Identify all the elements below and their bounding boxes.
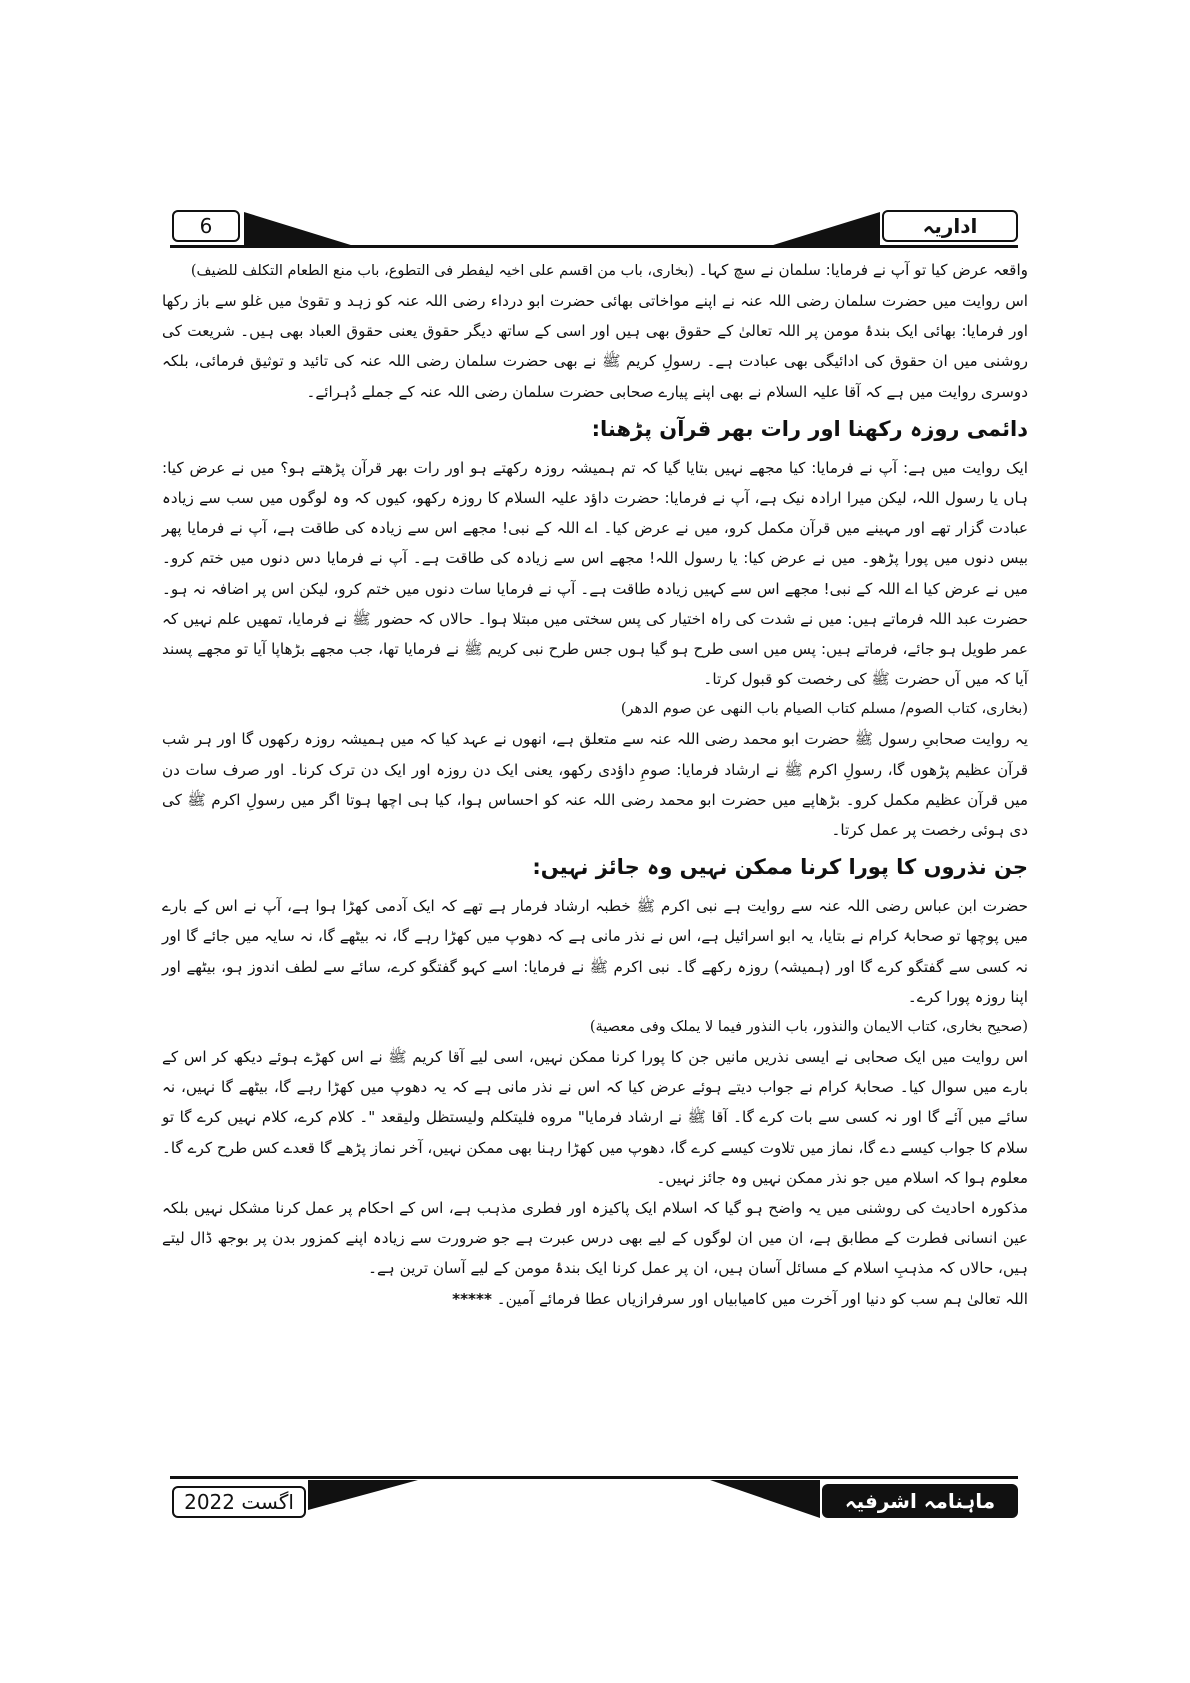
citation: (صحیح بخاری، کتاب الایمان والنذور، باب النذور فیما لا یملک وفی معصیة) [589, 1019, 1028, 1036]
section-title: اداریہ [922, 214, 978, 238]
header-rule [170, 245, 1018, 248]
paragraph: اللہ تعالیٰ ہم سب کو دنیا اور آخرت میں کامیابیاں اور سرفرازیاں عطا فرمائے آمین۔ ***** [452, 1289, 1028, 1308]
paragraph: حضرت ابن عباس رضی اللہ عنہ سے روایت ہے نبی اکرم ﷺ خطبہ ارشاد فرمار ہے تھے کہ ایک آدمی کھڑا ہوا ہے، آپ نے اس کے بارے میں پوچھا تو صحابۂ کرام نے بتایا، یہ ابو اسرائیل ہے، اس نے نذر مانی ہے کہ دھوپ میں کھڑا رہے گا، نہ بیٹھے گا، نہ سایہ میں جائے گا اور نہ کسی سے گفتگو کرے گا اور (ہمیشہ) روزہ رکھے گا۔ نبی اکرم ﷺ نے فرمایا: اسے کہو گفتگو کرے، سائے سے لطف اندوز ہو، بیٹھے اور اپنا روزہ پورا کرے۔ [162, 897, 1028, 1006]
page-number: 6 [199, 214, 213, 238]
page-number-box [172, 210, 240, 242]
issue-date-box [172, 1486, 306, 1518]
header-right-wedge-icon [770, 212, 880, 246]
paragraph: ایک روایت میں ہے: آپ نے فرمایا: کیا مجھے نہیں بتایا گیا کہ تم ہمیشہ روزہ رکھتے ہو اور رات بھر قرآن پڑھتے ہو؟ میں نے عرض کیا: ہاں یا رسول اللہ، لیکن میرا ارادہ نیک ہے، آپ نے فرمایا: حضرت داؤد علیہ السلام کا روزہ رکھو، کیوں کہ وہ لوگوں میں سب سے زیادہ عبادت گزار تھے اور مہینے میں قرآن مکمل کرو، میں نے عرض کیا۔ اے اللہ کے نبی! مجھے اس سے زیادہ کی طاقت ہے، آپ نے فرمایا پھر بیس دنوں میں پورا پڑھو۔ میں نے عرض کیا: یا رسول اللہ! مجھے اس سے زیادہ کی طاقت ہے۔ آپ نے فرمایا دس دنوں میں ختم کرو۔ میں نے عرض کیا اے اللہ کے نبی! مجھے اس سے کہیں زیادہ طاقت ہے۔ آپ نے فرمایا سات دنوں میں ختم کرو، لیکن اس پر اضافہ نہ ہو۔ حضرت عبد اللہ فرماتے ہیں: میں نے شدت کی راہ اختیار کی پس سختی میں مبتلا ہوا۔ حالاں کہ حضور ﷺ نے فرمایا، تمھیں علم نہیں کہ عمر طویل ہو جائے، فرماتے ہیں: پس میں اسی طرح ہو گیا ہوں جس طرح نبی کریم ﷺ نے فرمایا تھا، جب مجھے بڑھاپا آیا تو مجھے پسند آیا کہ میں آں حضرت ﷺ کی رخصت کو قبول کرتا۔ [162, 458, 1028, 689]
footer-rule [170, 1476, 1018, 1479]
paragraph: مذکورہ احادیث کی روشنی میں یہ واضح ہو گیا کہ اسلام ایک پاکیزہ اور فطری مذہب ہے، اس کے احکام پر عمل کرنا مشکل نہیں بلکہ عین انسانی فطرت کے مطابق ہے، ان میں ان لوگوں کے لیے بھی درس عبرت ہے جو ضرورت سے زیادہ اپنے کمزور بدن پر بوجھ ڈال لیتے ہیں، حالاں کہ مذہبِ اسلام کے مسائل آسان ہیں، ان پر عمل کرنا ایک بندۂ مومن کے لیے آسان ترین ہے۔ [162, 1199, 1028, 1278]
end-stars: ***** [452, 1289, 492, 1308]
paragraph: اس روایت میں ایک صحابی نے ایسی نذریں مانیں جن کا پورا کرنا ممکن نہیں، اسی لیے آقا کریم ﷺ نے اس کھڑے ہوئے دیکھ کر اس کے بارے میں سوال کیا۔ صحابۂ کرام نے جواب دیتے ہوئے عرض کیا کہ اس نے نذر مانی ہے کہ یہ دھوپ میں کھڑا رہے گا، بیٹھے گا نہیں، نہ سائے میں آئے گا اور نہ کسی سے بات کرے گا۔ آقا ﷺ نے ارشاد فرمایا" مروه فليتكلم وليستظل وليقعد "۔ کلام کرے، کلام نہیں کرے گا تو سلام کا جواب کیسے دے گا، نماز میں تلاوت کیسے کرے گا، دھوپ میں کھڑا رہنا بھی ممکن نہیں، آخر نماز پڑھے گا قعدے کس طرح کرے گا۔ معلوم ہوا کہ اسلام میں جو نذر ممکن نہیں وہ جائز نہیں۔ [162, 1048, 1028, 1187]
paragraph: واقعہ عرض کیا تو آپ نے فرمایا: سلمان نے سچ کہا۔ (بخاری، باب من اقسم علی اخیہ لیفطر فی التطوع، باب منع الطعام التکلف للضیف) [190, 261, 1028, 279]
footer-right-wedge-icon [710, 1480, 820, 1518]
header-left-wedge-icon [244, 212, 354, 246]
issue-date: اگست 2022 [184, 1490, 294, 1514]
section-title-box [882, 210, 1018, 242]
footer-left-wedge-icon [308, 1480, 418, 1510]
magazine-name-box [822, 1484, 1018, 1518]
citation: (بخاری، باب من اقسم علی اخیہ لیفطر فی التطوع، باب منع الطعام التکلف للضیف) [190, 263, 694, 279]
paragraph: یہ روایت صحابیِ رسول ﷺ حضرت ابو محمد رضی اللہ عنہ سے متعلق ہے، انھوں نے عہد کیا کہ میں ہمیشہ روزہ رکھوں گا اور ہر شب قرآن عظیم پڑھوں گا، رسولِ اکرم ﷺ نے ارشاد فرمایا: صومِ داؤدی رکھو، یعنی ایک دن روزہ اور ایک دن ترک کرنا۔ اور صرف سات دن میں قرآن عظیم مکمل کرو۔ بڑھاپے میں حضرت ابو محمد رضی اللہ عنہ کو احساس ہوا، کیا ہی اچھا ہوتا اگر میں رسولِ اکرم ﷺ کی دی ہوئی رخصت پر عمل کرتا۔ [162, 730, 1028, 840]
section-heading: دائمی روزہ رکھنا اور رات بھر قرآن پڑھنا: [591, 416, 1028, 441]
magazine-name: ماہنامہ اشرفیہ [844, 1489, 996, 1513]
article-body [162, 255, 1028, 1675]
paragraph: اس روایت میں حضرت سلمان رضی اللہ عنہ نے اپنے مواخاتی بھائی حضرت ابو درداء رضی اللہ عنہ کو زہد و تقویٰ میں غلو سے باز رکھا اور فرمایا: بھائی ایک بندۂ مومن پر اللہ تعالیٰ کے حقوق بھی ہیں اور اسی کے ساتھ دیگر حقوق یعنی حقوق العباد بھی ہیں۔ شریعت کی روشنی میں ان حقوق کی ادائیگی بھی عبادت ہے۔ رسولِ کریم ﷺ نے بھی حضرت سلمان رضی اللہ عنہ کی تائید و توثیق فرمائی، بلکہ دوسری روایت میں ہے کہ آقا علیہ السلام نے بھی اپنے پیارے صحابی حضرت سلمان رضی اللہ عنہ کے جملے دُہرائے۔ [162, 292, 1028, 401]
citation: (بخاری، کتاب الصوم/ مسلم کتاب الصیام باب النهی عن صوم الدهر) [620, 701, 1028, 718]
section-heading: جن نذروں کا پورا کرنا ممکن نہیں وہ جائز نہیں: [532, 855, 1028, 880]
